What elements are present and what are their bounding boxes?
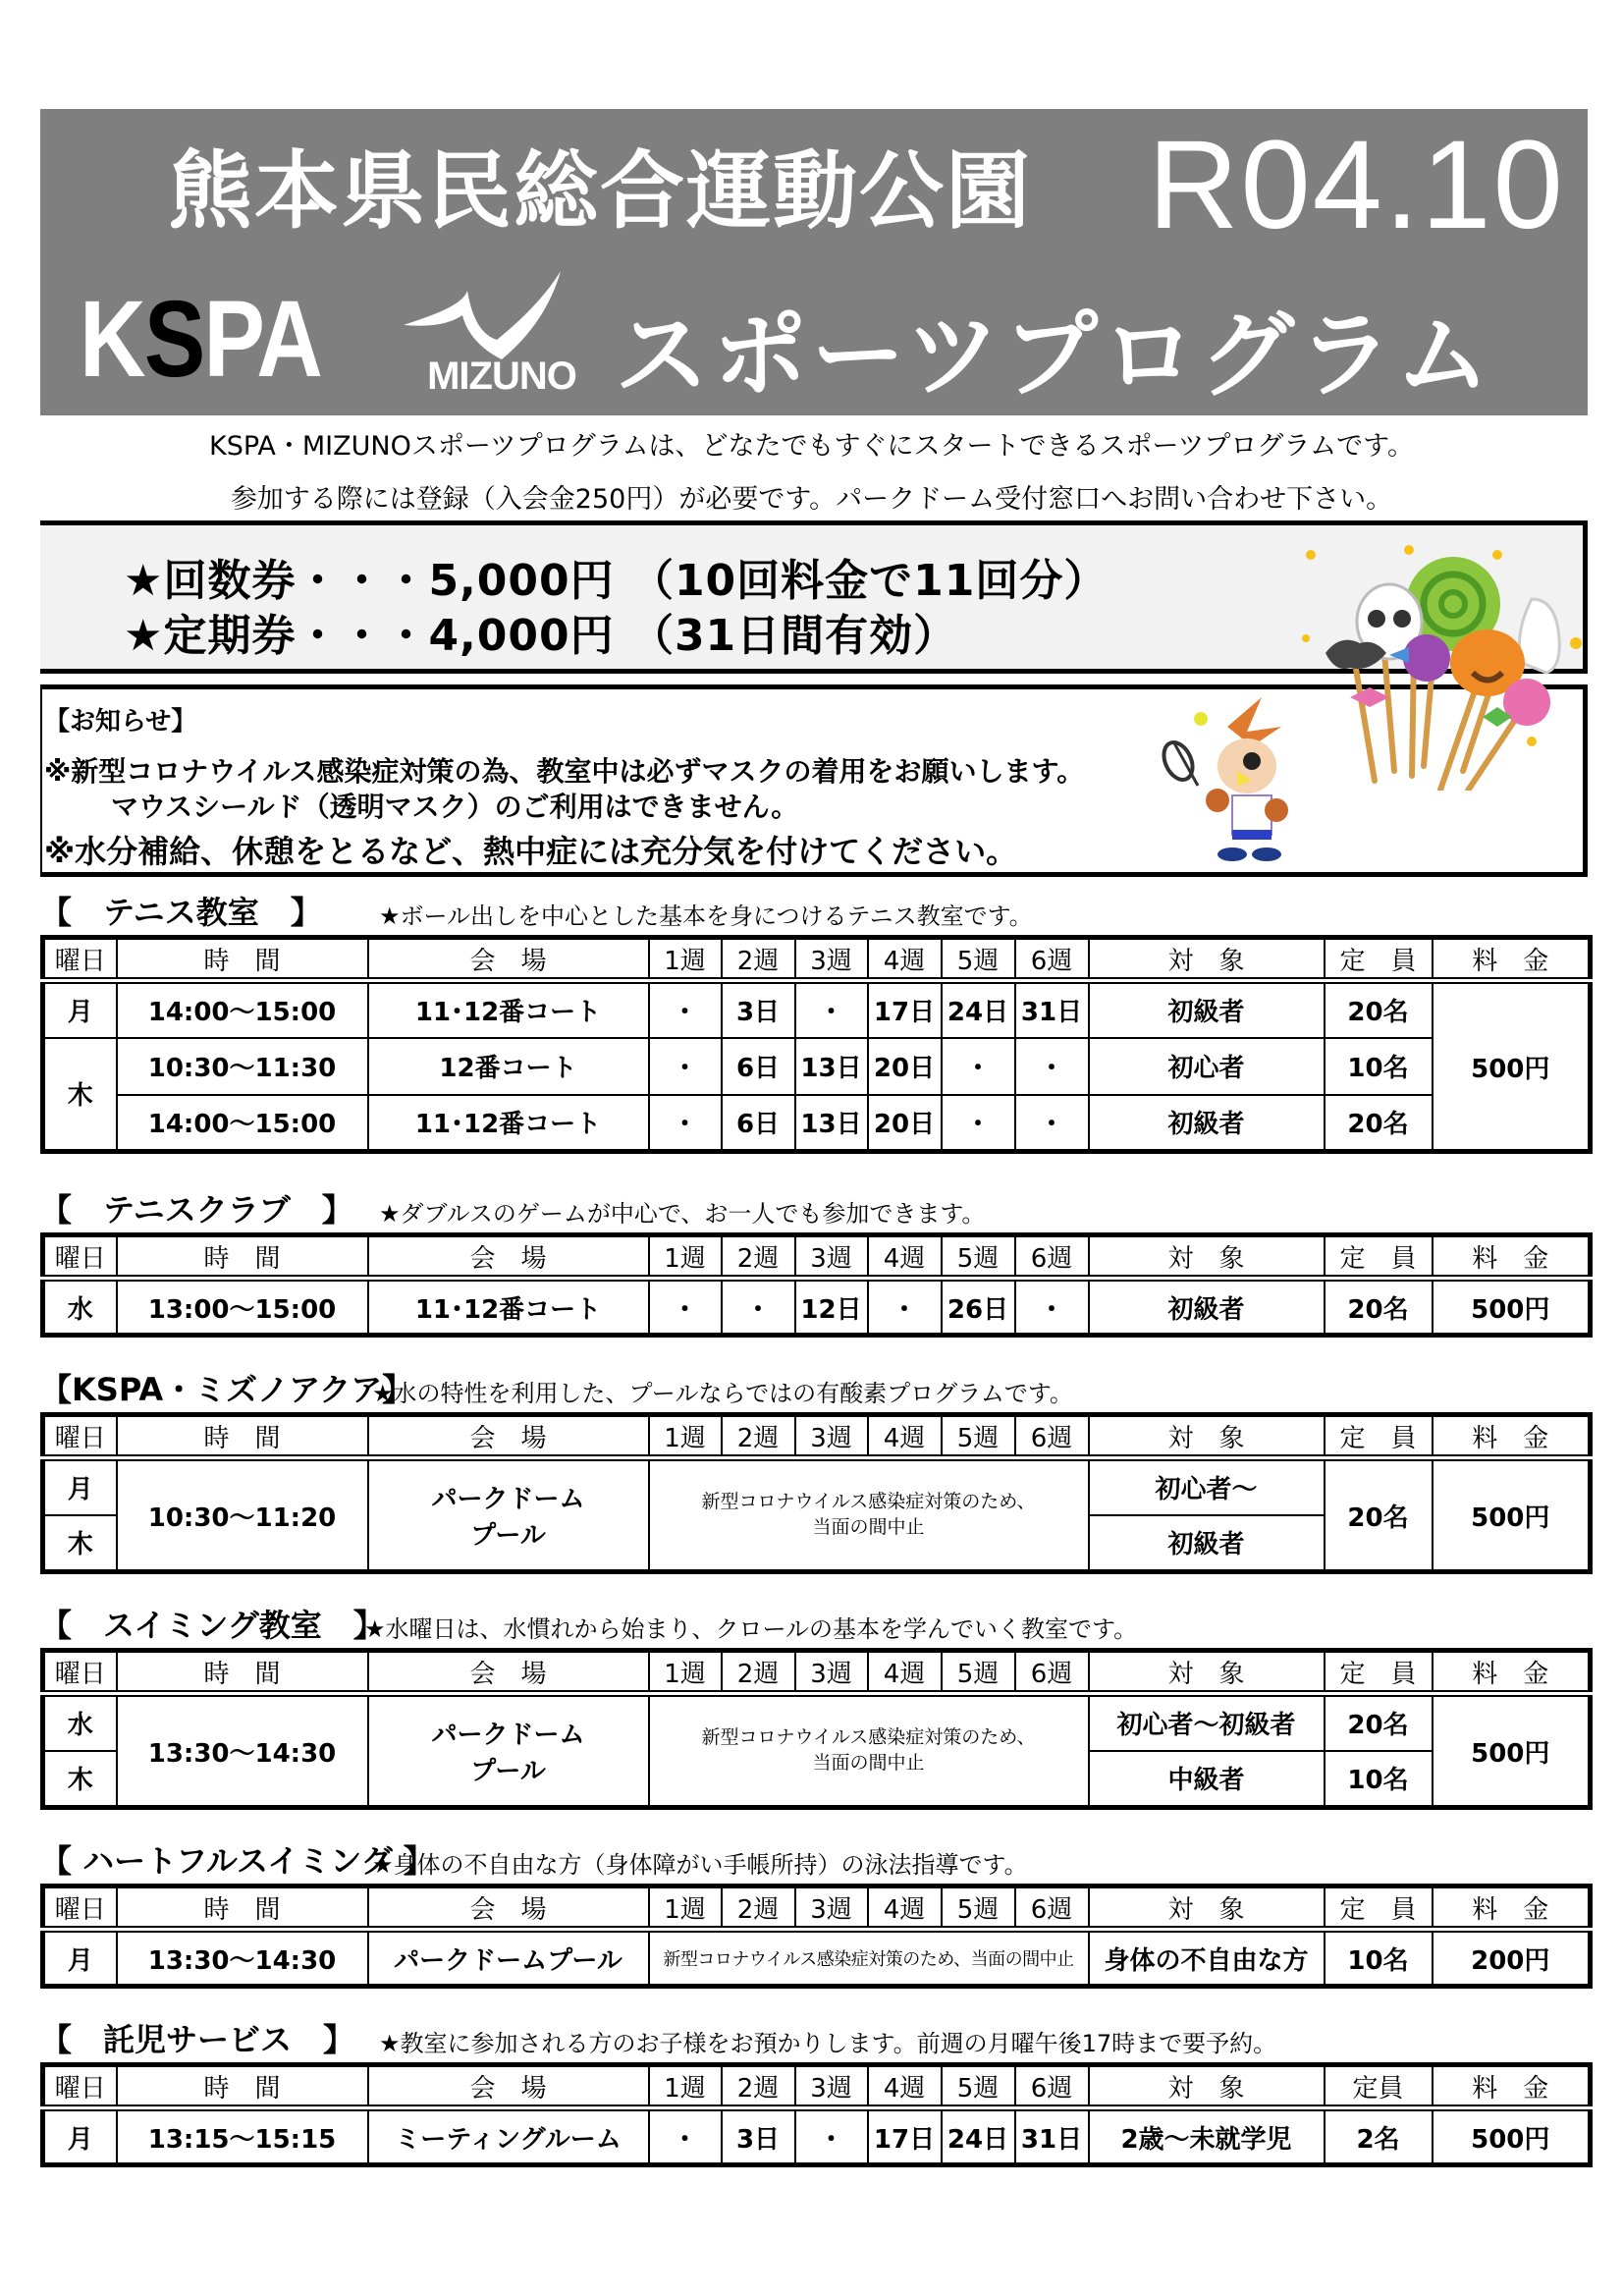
section-description: ★教室に参加される方のお子様をお預かりします。前週の月曜午後17時まで要予約。: [379, 2030, 1277, 2057]
table-header-row: 曜日 時 間 会 場 1週 2週 3週 4週 5週 6週 対 象 定 員 料 金: [43, 938, 1591, 981]
table-row: 水 13:00～15:00 11･12番コート ・ ・ 12日 ・ 26日 ・ 初級者 20名 500円: [43, 1279, 1591, 1336]
section-heartful-swimming: [40, 1844, 1588, 1989]
section-aqua: [40, 1373, 1588, 1574]
table-row: 月 13:30～14:30 パークドームプール 新型コロナウイルス感染症対策のため、当面の間中止 身体の不自由な方 10名 200円: [43, 1930, 1591, 1987]
coupon-ticket-price: ★回数券・・・5,000円 （10回料金で11回分）: [124, 556, 1109, 606]
childcare-table: [40, 2062, 1593, 2167]
fee-cell: 500円: [1433, 981, 1591, 1152]
tennis-mascot-icon: [1154, 687, 1301, 864]
mizuno-runbird-icon: [374, 266, 629, 364]
tennis-school-table: [40, 935, 1593, 1154]
table-row: 14:00～15:00 11･12番コート ・ 6日 13日 20日 ・ ・ 初級者 20名: [43, 1095, 1591, 1152]
section-description: ★ダブルスのゲームが中心で、お一人でも参加できます。: [379, 1200, 986, 1228]
section-title: 【KSPA・ミズノアクア】: [40, 1371, 414, 1408]
table-header-row: 曜日 時 間 会 場 1週 2週 3週 4週 5週 6週 対 象 定員 料 金: [43, 2065, 1591, 2108]
facility-title: 熊本県民総合運動公園: [168, 142, 1032, 241]
section-title: 【 テニス教室 】: [40, 894, 322, 931]
table-header-row: 曜日 時 間 会 場 1週 2週 3週 4週 5週 6週 対 象 定 員 料 金: [43, 1235, 1591, 1279]
suspended-note: 新型コロナウイルス感染症対策のため、 当面の間中止: [649, 1694, 1089, 1808]
notice-mouth-shield: マウスシールド（透明マスク）のご利用はできません。: [111, 791, 799, 823]
header-banner: [40, 109, 1588, 415]
section-tennis-school: [40, 896, 1588, 1154]
suspended-note: 新型コロナウイルス感染症対策のため、 当面の間中止: [649, 1458, 1089, 1572]
table-row: 月 14:00～15:00 11･12番コート ・ 3日 ・ 17日 24日 31日 初級者 20名 500円: [43, 981, 1591, 1038]
season-pass-price: ★定期券・・・4,000円 （31日間有効）: [124, 611, 958, 661]
issue-date: R04.10: [1148, 115, 1565, 255]
notice-heatstroke: ※水分補給、休憩をとるなど、熱中症には充分気を付けてください。: [44, 833, 1018, 870]
table-header-row: 曜日 時 間 会 場 1週 2週 3週 4週 5週 6週 対 象 定 員 料 金: [43, 1886, 1591, 1930]
table-row: 木 10:30～11:30 12番コート ・ 6日 13日 20日 ・ ・ 初心者 10名: [43, 1038, 1591, 1095]
section-swimming: [40, 1609, 1588, 1810]
table-row: 木 初級者: [43, 1515, 1591, 1572]
table-row: 木 中級者 10名: [43, 1751, 1591, 1808]
kspa-logo: KSPA: [80, 279, 322, 400]
table-header-row: 曜日 時 間 会 場 1週 2週 3週 4週 5週 6週 対 象 定 員 料 金: [43, 1651, 1591, 1694]
section-title: 【 テニスクラブ 】: [40, 1191, 353, 1229]
swimming-table: [40, 1648, 1593, 1810]
notice-title: 【お知らせ】: [44, 707, 197, 737]
intro-text-2: 参加する際には登録（入会金250円）が必要です。パークドーム受付窓口へお問い合わせ下さい。: [230, 484, 1393, 515]
tennis-club-table: [40, 1232, 1593, 1338]
section-tennis-club: [40, 1193, 1588, 1338]
intro-text-1: KSPA・MIZUNOスポーツプログラムは、どなたでもすぐにスタートできるスポーツプログラムです。: [209, 431, 1414, 462]
table-row: 月 13:15～15:15 ミーティングルーム ・ 3日 ・ 17日 24日 31日 2歳～未就学児 2名 500円: [43, 2108, 1591, 2165]
section-description: ★身体の不自由な方（身体障がい手帳所持）の泳法指導です。: [372, 1851, 1028, 1879]
section-title: 【 スイミング教室 】: [40, 1607, 385, 1644]
section-description: ★水の特性を利用した、プールならではの有酸素プログラムです。: [372, 1380, 1073, 1407]
program-title: スポーツプログラム: [615, 301, 1494, 410]
section-title: 【 託児サービス 】: [40, 2021, 355, 2058]
section-description: ★ボール出しを中心とした基本を身につけるテニス教室です。: [379, 902, 1033, 930]
section-childcare: [40, 2023, 1588, 2167]
table-row: 月 10:30～11:20 パークドーム プール 新型コロナウイルス感染症対策のため、 当面の間中止 初心者～ 20名 500円: [43, 1458, 1591, 1515]
table-header-row: 曜日 時 間 会 場 1週 2週 3週 4週 5週 6週 対 象 定 員 料 金: [43, 1415, 1591, 1458]
notice-mask: ※新型コロナウイルス感染症対策の為、教室中は必ずマスクの着用をお願いします。: [44, 755, 1085, 788]
table-row: 水 13:30～14:30 パークドーム プール 新型コロナウイルス感染症対策のため、 当面の間中止 初心者～初級者 20名 500円: [43, 1694, 1591, 1751]
mizuno-logo: MIZUNO: [374, 266, 629, 399]
section-description: ★水曜日は、水慣れから始まり、クロールの基本を学んでいく教室です。: [364, 1615, 1138, 1643]
section-title: 【 ハートフルスイミング 】: [40, 1842, 435, 1880]
heartful-swimming-table: [40, 1884, 1593, 1989]
suspended-note: 新型コロナウイルス感染症対策のため、当面の間中止: [649, 1930, 1089, 1987]
aqua-table: [40, 1412, 1593, 1574]
halloween-candy-icon: [1296, 545, 1591, 791]
